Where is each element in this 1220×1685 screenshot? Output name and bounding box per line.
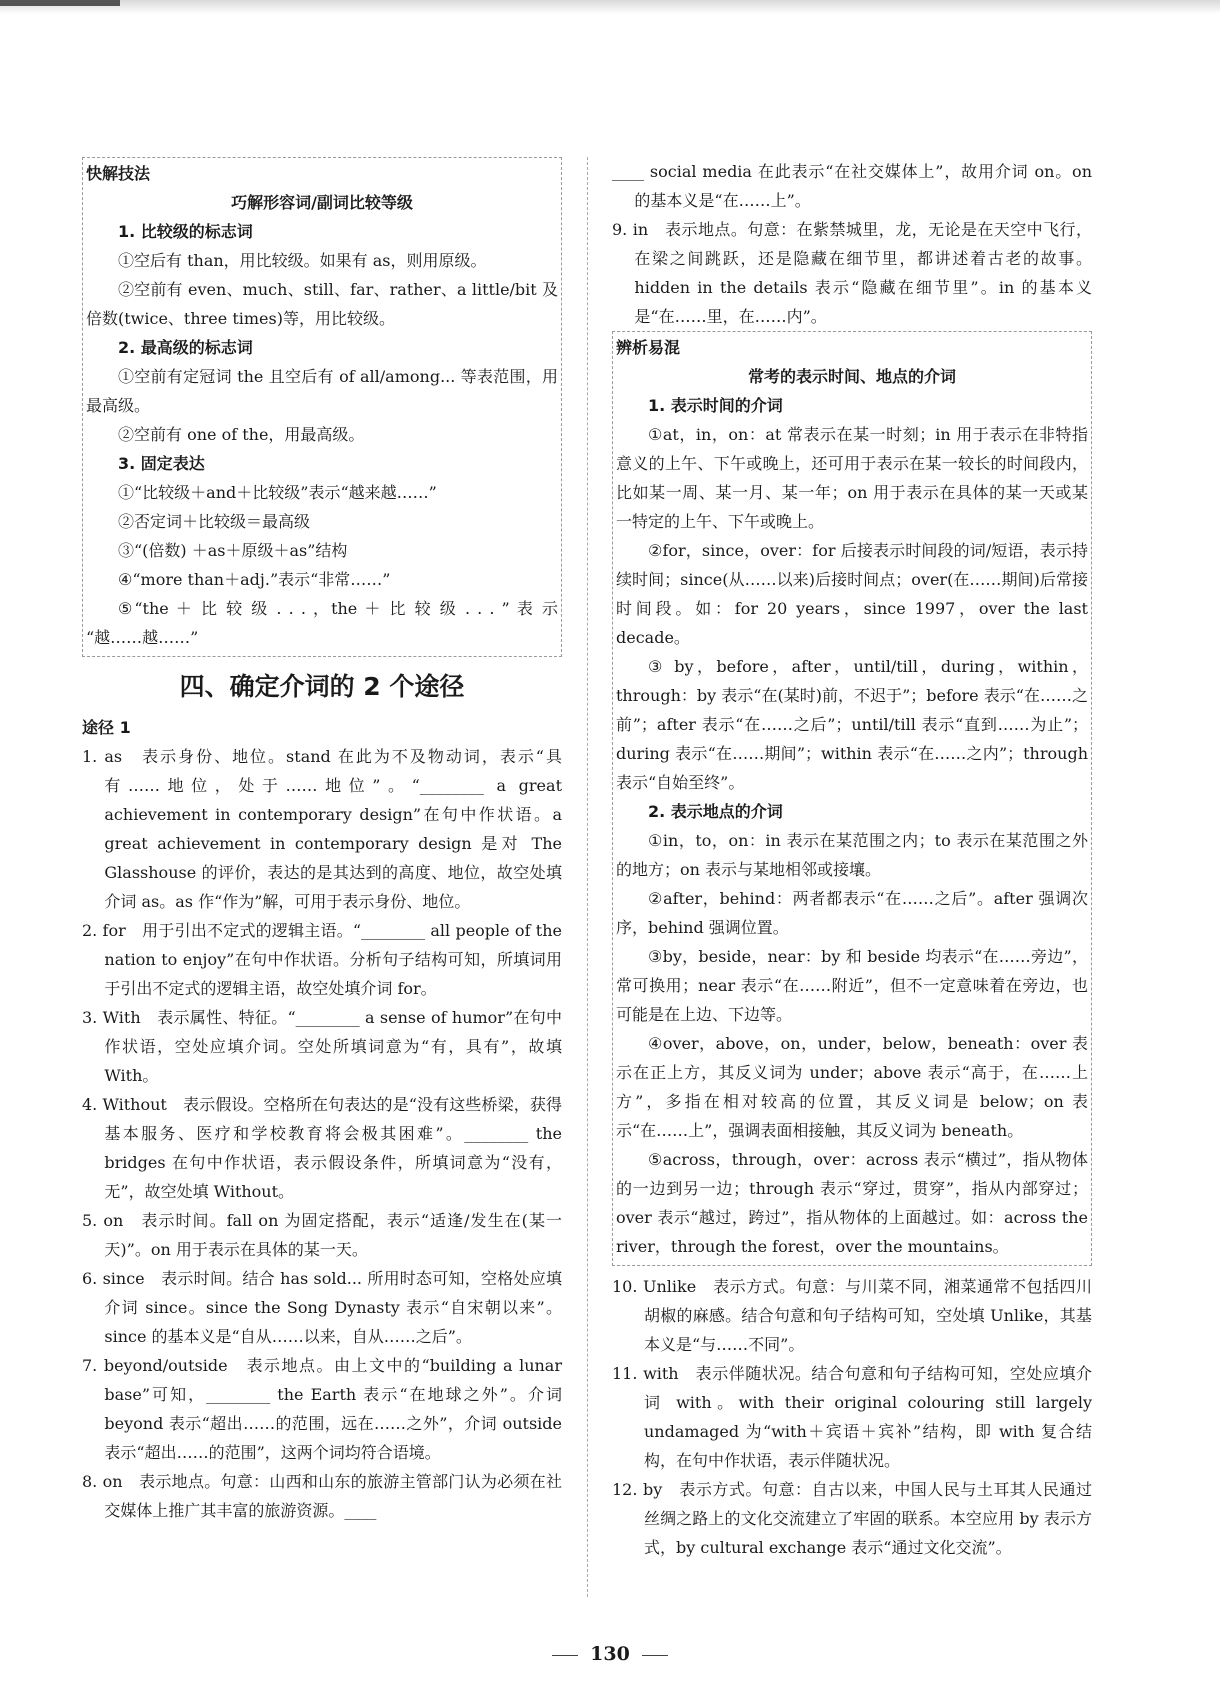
tips-line: ②否定词＋比较级＝最高级 <box>118 512 311 531</box>
tips-line: ②空前有 even、much、still、far、rather、a little/bit 及倍数(twice、three times)等，用比较级。 <box>86 280 558 328</box>
column-separator <box>587 157 588 1597</box>
page-number-text: 130 <box>590 1643 630 1665</box>
tips-box-title: 巧解形容词/副词比较等级 <box>231 193 413 212</box>
section-title: 四、确定介词的 2 个途径 <box>179 672 465 701</box>
tips-heading-superlative: 2. 最高级的标志词 <box>118 338 253 357</box>
tips-line: ⑤“the ＋ 比 较 级 . . . ，the ＋ 比 较 级 . . . ” 表 示 “越……越……” <box>86 599 558 647</box>
confuse-line: ①in，to，on：in 表示在某范围之内；to 表示在某范围之外的地方；on 表示与某地相邻或接壤。 <box>616 831 1088 879</box>
answer-item-6: 6. since 表示时间。结合 has sold... 所用时态可知，空格处应填介词 since。since the Song Dynasty 表示“自宋朝以来”。since 的基本义是“自从……以来，自从……之后”。 <box>82 1269 562 1346</box>
answer-item-12: 12. by 表示方式。句意：自古以来，中国人民与土耳其人民通过丝绸之路上的文化交流建立了牢固的联系。本空应用 by 表示方式，by cultural exchange 表示“通过文化交流”。 <box>612 1480 1092 1557</box>
scan-top-edge <box>0 0 1220 14</box>
confuse-box-title: 常考的表示时间、地点的介词 <box>747 367 956 386</box>
left-column <box>82 157 562 1525</box>
tips-line: ③“(倍数) ＋as＋原级＋as”结构 <box>118 541 348 560</box>
page-number-dash-left <box>552 1655 578 1656</box>
answer-item-10: 10. Unlike 表示方式。句意：与川菜不同，湘菜通常不包括四川胡椒的麻感。结合句意和句子结构可知，空处填 Unlike，其基本义是“与……不同”。 <box>612 1277 1092 1354</box>
page-number-dash-right <box>642 1655 668 1656</box>
answer-item-8: 8. on 表示地点。句意：山西和山东的旅游主管部门认为必须在社交媒体上推广其丰富的旅游资源。____ <box>82 1472 562 1520</box>
tips-heading-fixed-expressions: 3. 固定表达 <box>118 454 205 473</box>
page-number <box>0 1643 1220 1665</box>
confuse-box-tag: 辨析易混 <box>616 338 681 357</box>
answer-item-8-continued: ____ social media 在此表示“在社交媒体上”，故用介词 on。on 的基本义是“在……上”。 <box>612 162 1092 210</box>
right-column <box>612 157 1092 1562</box>
confuse-line: ④over，above，on，under，below，beneath：over 表示在正上方，其反义词为 under；above 表示“高于，在……上方”，多指在相对较高的位置，其反义词是 below；on 表示“在……上”，强调表面相接触，其反义词为 beneath。 <box>616 1034 1088 1140</box>
scan-edge-mark <box>0 0 120 6</box>
answer-item-4: 4. Without 表示假设。空格所在句表达的是“没有这些桥梁，获得基本服务、医疗和学校教育将会极其困难”。________ the bridges 在句中作状语，表示假设条件，所填词意为“没有，无”，故空处填 Without。 <box>82 1095 562 1201</box>
answer-item-9: 9. in 表示地点。句意：在紫禁城里，龙，无论是在天空中飞行，在梁之间跳跃，还是隐藏在细节里，都讲述着古老的故事。hidden in the details 表示“隐藏在细节里”。in 的基本义是“在……里，在……内”。 <box>612 220 1092 326</box>
answer-item-2: 2. for 用于引出不定式的逻辑主语。“________ all people of the nation to enjoy”在句中作状语。分析句子结构可知，所填词用于引出不定式的逻辑主语，故空处填介词 for。 <box>82 921 562 998</box>
tips-line: ①“比较级＋and＋比较级”表示“越来越……” <box>118 483 437 502</box>
answer-item-1: 1. as 表示身份、地位。stand 在此为不及物动词，表示“具有……地位，处于……地位”。“________ a great achievement in contemporary design”在句中作状语。a great achievement in contemporary design 是对 The Glasshouse 的评价，表达的是其达到的高度、地位，故空处填介词 as。as 作“作为”解，可用于表示身份、地位。 <box>82 747 562 911</box>
tips-line: ②空前有 one of the，用最高级。 <box>118 425 365 444</box>
confuse-heading-time: 1. 表示时间的介词 <box>648 396 783 415</box>
confuse-line: ③by，beside，near：by 和 beside 均表示“在……旁边”，常可换用；near 表示“在……附近”，但不一定意味着在旁边，也可能是在上边、下边等。 <box>616 947 1088 1024</box>
confuse-heading-place: 2. 表示地点的介词 <box>648 802 783 821</box>
tips-line: ①空后有 than，用比较级。如果有 as，则用原级。 <box>118 251 487 270</box>
answer-item-11: 11. with 表示伴随状况。结合句意和句子结构可知，空处应填介词 with。with their original colouring still largely undamaged 为“with＋宾语＋宾补”结构，即 with 复合结构，在句中作状语，表示伴随状况。 <box>612 1364 1092 1470</box>
way-label: 途径 1 <box>82 718 131 737</box>
tips-line: ①空前有定冠词 the 且空后有 of all/among... 等表范围，用最高级。 <box>86 367 558 415</box>
answer-item-5: 5. on 表示时间。fall on 为固定搭配，表示“适逢/发生在(某一天)”。on 用于表示在具体的某一天。 <box>82 1211 562 1259</box>
tips-box <box>82 157 562 657</box>
confuse-box <box>612 331 1092 1266</box>
answer-item-7: 7. beyond/outside 表示地点。由上文中的“building a lunar base”可知，________ the Earth 表示“在地球之外”。介词 beyond 表示“超出……的范围，远在……之外”，介词 outside 表示“超出……的范围”，这两个词均符合语境。 <box>82 1356 562 1462</box>
tips-line: ④“more than＋adj.”表示“非常……” <box>118 570 391 589</box>
confuse-line: ①at，in，on：at 常表示在某一时刻；in 用于表示在非特指意义的上午、下午或晚上，还可用于表示在某一较长的时间段内，比如某一周、某一月、某一年；on 用于表示在具体的某一天或某一特定的上午、下午或晚上。 <box>616 425 1088 531</box>
confuse-line: ③ by，before，after，until/till，during，within，through：by 表示“在(某时)前，不迟于”；before 表示“在……之前”；after 表示“在……之后”；until/till 表示“直到……为止”；during 表示“在……期间”；within 表示“在……之内”；through 表示“自始至终”。 <box>616 657 1088 792</box>
tips-heading-comparative: 1. 比较级的标志词 <box>118 222 253 241</box>
confuse-line: ②after，behind：两者都表示“在……之后”。after 强调次序，behind 强调位置。 <box>616 889 1088 937</box>
answer-item-3: 3. With 表示属性、特征。“________ a sense of humor”在句中作状语，空处应填介词。空处所填词意为“有，具有”，故填 With。 <box>82 1008 562 1085</box>
confuse-line: ②for，since，over：for 后接表示时间段的词/短语，表示持续时间；since(从……以来)后接时间点；over(在……期间)后常接时间段。如：for 20 years，since 1997，over the last decade。 <box>616 541 1088 647</box>
confuse-line: ⑤across，through，over：across 表示“横过”，指从物体的一边到另一边；through 表示“穿过，贯穿”，指从内部穿过；over 表示“越过，跨过”，指从物体的上面越过。如：across the river，through the forest，over the mountains。 <box>616 1150 1088 1256</box>
tips-box-tag: 快解技法 <box>86 164 151 183</box>
